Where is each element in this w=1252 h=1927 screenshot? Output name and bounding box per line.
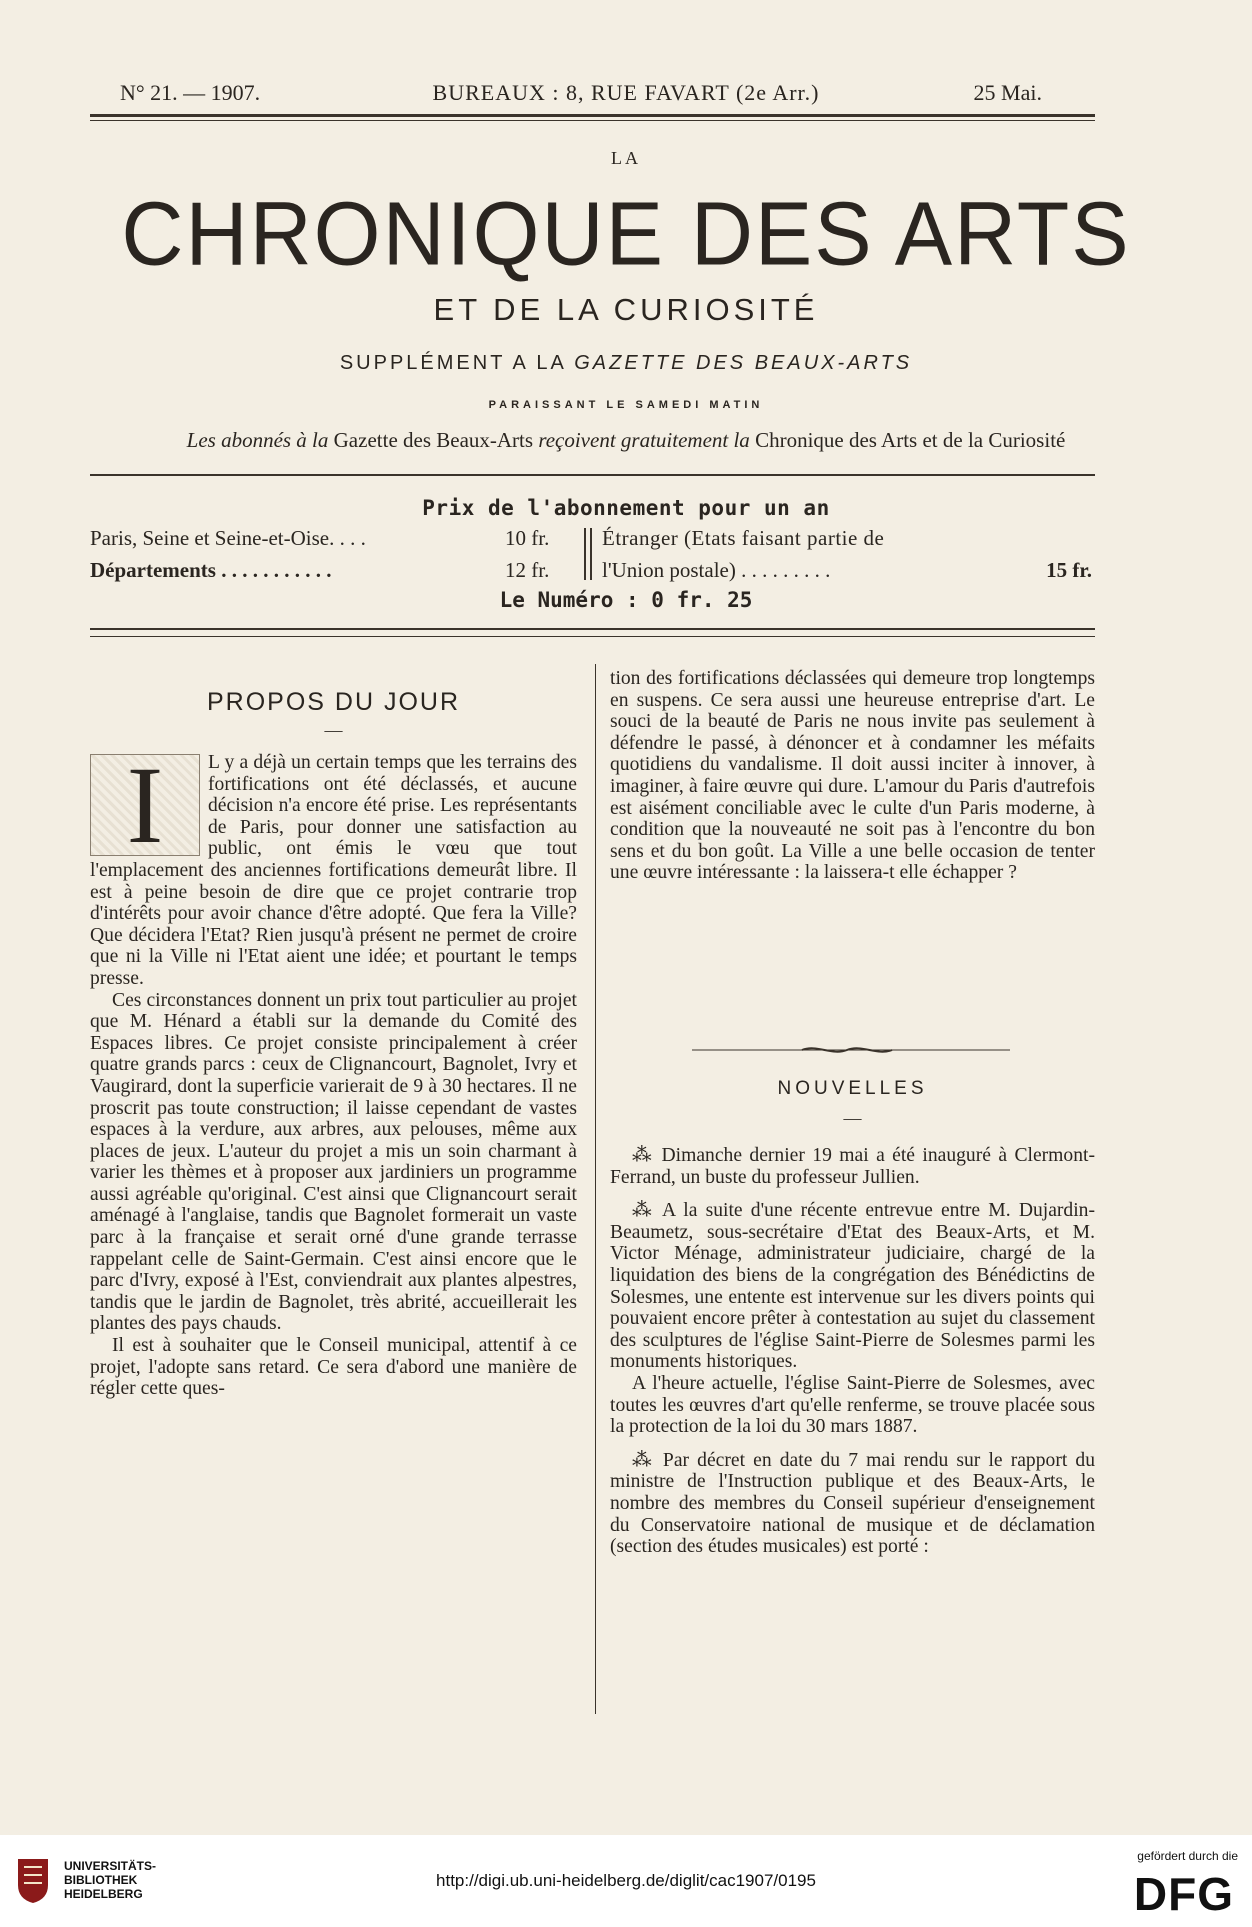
dropcap-letter: I xyxy=(90,754,200,856)
university-line-3: HEIDELBERG xyxy=(64,1887,143,1901)
subscription-dept-label: Départements . . . . . . . . . . . xyxy=(90,558,332,582)
propos-title xyxy=(90,688,577,717)
subscription-etranger-price: 15 fr. xyxy=(1046,558,1092,582)
supplement-prefix: SUPPLÉMENT A LA xyxy=(339,352,575,374)
subscription-title: Prix de l'abonnement pour un an xyxy=(422,496,830,520)
issue-number: N° 21. — 1907. xyxy=(120,80,261,105)
propos-body xyxy=(90,744,577,1400)
ornament-divider xyxy=(692,1044,1010,1056)
abonnes-line xyxy=(0,428,1252,453)
masthead-rule xyxy=(90,474,1095,476)
propos-dash: — xyxy=(324,720,343,740)
nouvelles-item-1: ⁂ Dimanche dernier 19 mai a été inauguré à Clermont-Ferrand, un buste du professeur Jullien. xyxy=(610,1145,1095,1188)
abonnes-part4: Chronique des Arts et de la Curiosité xyxy=(755,428,1066,452)
subscription-paris-price: 10 fr. xyxy=(505,526,550,550)
right-column-body xyxy=(610,668,1095,884)
nouvelles-dash: — xyxy=(843,1108,862,1128)
subscription-paris-label: Paris, Seine et Seine-et-Oise. . . . xyxy=(90,526,366,550)
dfg-funding-text: gefördert durch die xyxy=(1137,1849,1238,1863)
dfg-logo: DFG xyxy=(1133,1868,1234,1920)
abonnes-part2: Gazette des Beaux-Arts xyxy=(333,428,534,452)
subscription-etranger-line2: l'Union postale) . . . . . . . . . xyxy=(602,558,831,582)
supplement-gazette: GAZETTE DES BEAUX-ARTS xyxy=(574,352,913,374)
subscription-dept-price: 12 fr. xyxy=(505,558,550,582)
nouvelles-item-2: ⁂ A la suite d'une récente entrevue entre M. Dujardin-Beaumetz, sous-secrétaire d'Etat des Beaux-Arts, et M. Victor Ménage, administrateur judiciaire, chargé de la liquidation des biens de la congrégation des Bénédictins de Solesmes, une entente est intervenue sur les divers points qui pouvaient encore prêter à contestation au sujet du classement des sculptures de l'église Saint-Pierre de Solesmes parmi les monuments historiques. xyxy=(610,1200,1095,1373)
masthead-title: CHRONIQUE DES ARTS xyxy=(121,183,1131,285)
header-rule-thick xyxy=(90,114,1095,117)
university-line-2: BIBLIOTHEK xyxy=(64,1873,138,1887)
masthead-subtitle: ET DE LA CURIOSITÉ xyxy=(433,292,819,327)
propos-paragraph-1: L y a déjà un certain temps que les terrains des fortifications ont été déclassés, et aucune décision n'a encore été prise. Les représentants de Paris, pour donner une satisfaction au public, ont émis le vœu que tout l'emplacement des anciennes fortifications demeurât libre. Il est à peine besoin de dire que ce projet contrarie trop d'intérêts pour avoir chance d'être adopté. Que fera la Ville? Que décidera l'Etat? Rien jusqu'à présent ne permet de croire que ni la Ville ni l'Etat aient une idée; et pourtant le temps presse. xyxy=(90,752,577,989)
nouvelles-item-3: A l'heure actuelle, l'église Saint-Pierre de Solesmes, avec toutes les œuvres d'art qu'elle renferme, se trouve placée sous la protection de la loi du 30 mars 1887. xyxy=(610,1372,1095,1438)
masthead-article: LA xyxy=(611,148,641,168)
subscription-divider-2 xyxy=(590,528,592,580)
source-url-link[interactable]: http://digi.ub.uni-heidelberg.de/diglit/cac1907/0195 xyxy=(436,1871,816,1890)
abonnes-part1: Les abonnés à la xyxy=(186,428,329,452)
propos-paragraph-2: Ces circonstances donnent un prix tout particulier au projet que M. Hénard a établi sur la demande du Comité des Espaces libres. Ce projet consiste principalement à créer quatre grands parcs : ceux de Clignancourt, Bagnolet, Ivry et Vaugirard, dont la superficie varierait de 9 à 30 hectares. Il ne proscrit pas toute construction; il laisse cependant de vastes espaces à la verdure, aux arbres, aux pelouses, même aux places de jeux. L'auteur du projet a mis un soin charmant à varier les thèmes et à proposer aux jardiniers un programme aussi agréable qu'original. C'est ainsi que Clignancourt serait aménagé à l'anglaise, tandis que Bagnolet formerait un vaste parc à la française et serait orné d'une grande terrasse rappelant celle de Saint-Germain. C'est ainsi encore que le parc d'Ivry, exposé à l'Est, conviendrait aux plantes alpestres, tandis que le jardin de Bagnolet, très abrité, accueillerait les plantes des pays chauds. xyxy=(90,989,577,1335)
subscription-etranger-line1: Étranger (Etats faisant partie de xyxy=(602,526,885,550)
subscription-rule-2 xyxy=(90,636,1095,637)
university-line-1: UNIVERSITÄTS- xyxy=(64,1859,157,1873)
column-divider xyxy=(595,664,596,1714)
subscription-rule-1 xyxy=(90,628,1095,630)
nouvelles-body xyxy=(610,1145,1095,1558)
footer-bar xyxy=(0,1835,1252,1927)
abonnes-part3: reçoivent gratuitement la xyxy=(538,428,750,452)
propos-paragraph-4: tion des fortifications déclassées qui demeure trop longtemps en suspens. Ce sera aussi une heureuse entreprise d'art. Le souci de la beauté de Paris ne nous invite pas seulement à défendre le passé, à dénoncer et à condamner les méfaits quotidiens du vandalisme. Il doit aussi inciter à innover, à imaginer, à faire œuvre qui dure. L'amour du Paris d'autrefois est aisément conciliable avec le culte d'un Paris moderne, à condition que la nouveauté ne soit pas à l'encontre du bon sens et du bon goût. La Ville a une belle occasion de tenter une œuvre intéressante : la laissera-t elle échapper ? xyxy=(610,668,1095,884)
bureaux-address: BUREAUX : 8, RUE FAVART (2e Arr.) xyxy=(432,80,820,105)
numero-price: Le Numéro : 0 fr. 25 xyxy=(499,588,753,612)
subscription-divider-1 xyxy=(584,528,586,580)
nouvelles-title-text: NOUVELLES xyxy=(777,1078,928,1099)
propos-paragraph-3: Il est à souhaiter que le Conseil municipal, attentif à ce projet, l'adopte sans retard. Ce sera d'abord une manière de régler cette ques- xyxy=(90,1335,577,1400)
header-rule-thin xyxy=(90,120,1095,121)
nouvelles-title xyxy=(610,1078,1095,1100)
propos-title-text: PROPOS DU JOUR xyxy=(206,688,461,716)
supplement-line xyxy=(0,352,1252,375)
nouvelles-item-4: ⁂ Par décret en date du 7 mai rendu sur le rapport du ministre de l'Instruction publique et des Beaux-Arts, le nombre des membres du Conseil supérieur d'enseignement du Conservatoire national de musique et de déclamation (section des études musicales) est porté : xyxy=(610,1449,1095,1558)
issue-date: 25 Mai. xyxy=(973,80,1042,105)
parution-line: PARAISSANT LE SAMEDI MATIN xyxy=(488,399,764,411)
